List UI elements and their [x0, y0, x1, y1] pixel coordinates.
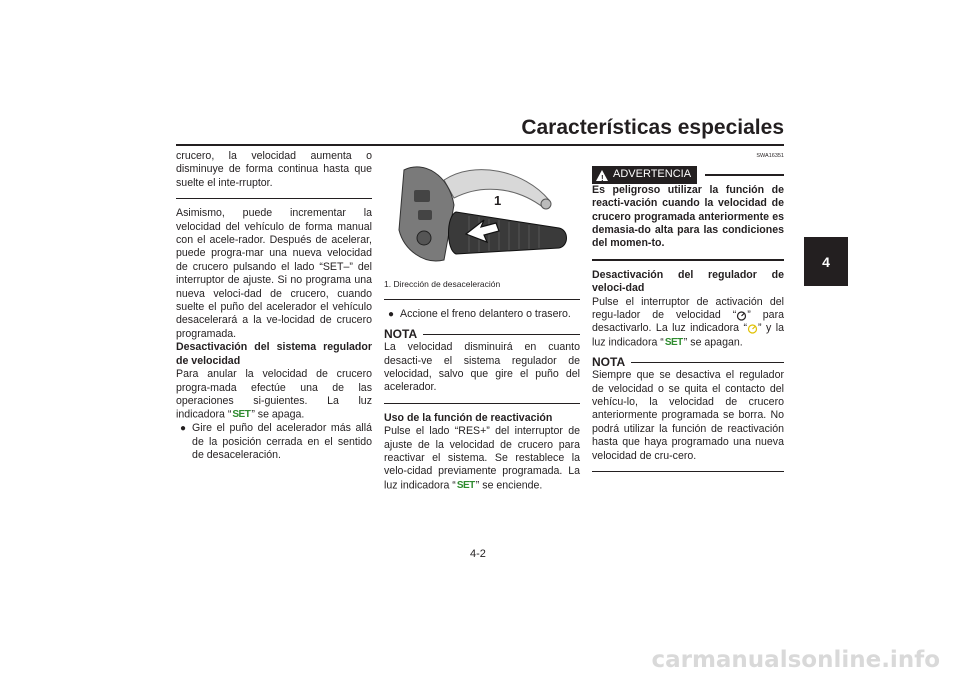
warning-triangle-icon: !: [596, 170, 608, 181]
text-span: Pulse el interruptor de activación del regu-lador de velocidad “: [592, 295, 784, 322]
header-rule: [176, 144, 784, 146]
throttle-grip-illustration: [384, 150, 580, 274]
paragraph: crucero, la velocidad aumenta o disminuye de forma continua hasta que suelte el inte-rruptor.: [176, 150, 372, 189]
warning-label: ADVERTENCIA: [613, 168, 692, 181]
note-label: NOTA: [592, 354, 626, 369]
paragraph: [176, 368, 372, 422]
text-span: Pulse el lado “RES+” del interruptor de ajuste de la velocidad de crucero para reactivar el sistema. Se restablece la velo-cidad previamente programada. La luz indicadora “: [384, 425, 580, 492]
list-item: [384, 308, 580, 321]
note-label: NOTA: [384, 326, 418, 341]
divider: [384, 299, 580, 300]
text-span: ” para desactivarlo. La luz indicadora “: [592, 309, 784, 335]
figure-callout: 1: [494, 193, 502, 208]
note-heading: [384, 328, 580, 341]
watermark: carmanualsonline.info: [651, 647, 940, 673]
note-rule: [423, 334, 580, 335]
set-indicator-icon: SET: [232, 409, 251, 421]
text-span: ” se apagan.: [683, 336, 743, 349]
text-span: ” se apaga.: [251, 408, 305, 421]
column-3: [592, 150, 784, 480]
paragraph: [592, 296, 784, 350]
page-title: Características especiales: [521, 116, 784, 139]
divider: [384, 403, 580, 404]
page-number: 4-2: [470, 548, 486, 560]
warning-badge: [592, 166, 697, 183]
divider: [176, 198, 372, 199]
warning-text: Es peligroso utilizar la función de reacti-vación cuando la velocidad de crucero programada anteriormente es demasia-do alta para las condiciones del momen-to.: [592, 183, 784, 250]
paragraph: [384, 425, 580, 493]
warning-code: SWA16351: [756, 153, 784, 159]
section-heading: Desactivación del sistema regulador de velocidad: [176, 341, 372, 367]
note-rule: [631, 362, 784, 363]
note-text: La velocidad disminuirá en cuanto desacti-ve el sistema regulador de velocidad, salvo que gire el puño del acelerador.: [384, 341, 580, 394]
text-span: Para anular la velocidad de crucero progra-mada efectúe una de las operaciones si-guientes. La luz indicadora “: [176, 368, 372, 421]
paragraph: Asimismo, puede incrementar la velocidad del vehículo de forma manual con el acele-rador. Después de acelerar, puede progra-mar una nueva velocidad de crucero pulsando el lado “SET–” del interruptor de ajuste. Si no programa una nueva veloci-dad de crucero, cuando suelte el puño del acelerador el vehículo desacelerará a la ve-locidad de crucero programada.: [176, 207, 372, 340]
list-item: [176, 422, 372, 462]
warning-rule: [705, 174, 784, 176]
note-heading: [592, 356, 784, 369]
warning-header: [592, 166, 784, 183]
note-text: Siempre que se desactiva el regulador de velocidad o se quita el contacto del vehícu-lo, la velocidad de crucero anteriormente programada se borra. No podrá utilizar la función de reactivación hasta que haya programado una nueva velocidad de cru-cero.: [592, 369, 784, 462]
bullet-icon: ●: [388, 309, 395, 321]
handlebar-figure: [384, 150, 580, 274]
list-item-text: Accione el freno delantero o trasero.: [400, 308, 571, 321]
figure-caption: 1. Dirección de desaceleración: [384, 279, 501, 289]
divider: [592, 471, 784, 472]
bullet-icon: ●: [180, 423, 187, 435]
chapter-tab: 4: [804, 237, 848, 286]
text-span: ” se enciende.: [475, 479, 543, 492]
cruise-control-icon: [736, 310, 747, 321]
section-heading: Desactivación del regulador de veloci-dad: [592, 268, 784, 295]
text-span: ” y la luz indicadora “: [592, 322, 784, 349]
column-2: [384, 150, 580, 493]
set-indicator-icon: SET: [456, 479, 475, 491]
cruise-indicator-icon: [747, 323, 758, 334]
set-indicator-icon: SET: [664, 336, 683, 348]
list-item-text: Gire el puño del acelerador más allá de la posición cerrada en el sentido de desaceleración.: [192, 422, 372, 462]
divider: [592, 259, 784, 261]
section-heading: Uso de la función de reactivación: [384, 411, 553, 424]
column-1: [176, 150, 372, 462]
